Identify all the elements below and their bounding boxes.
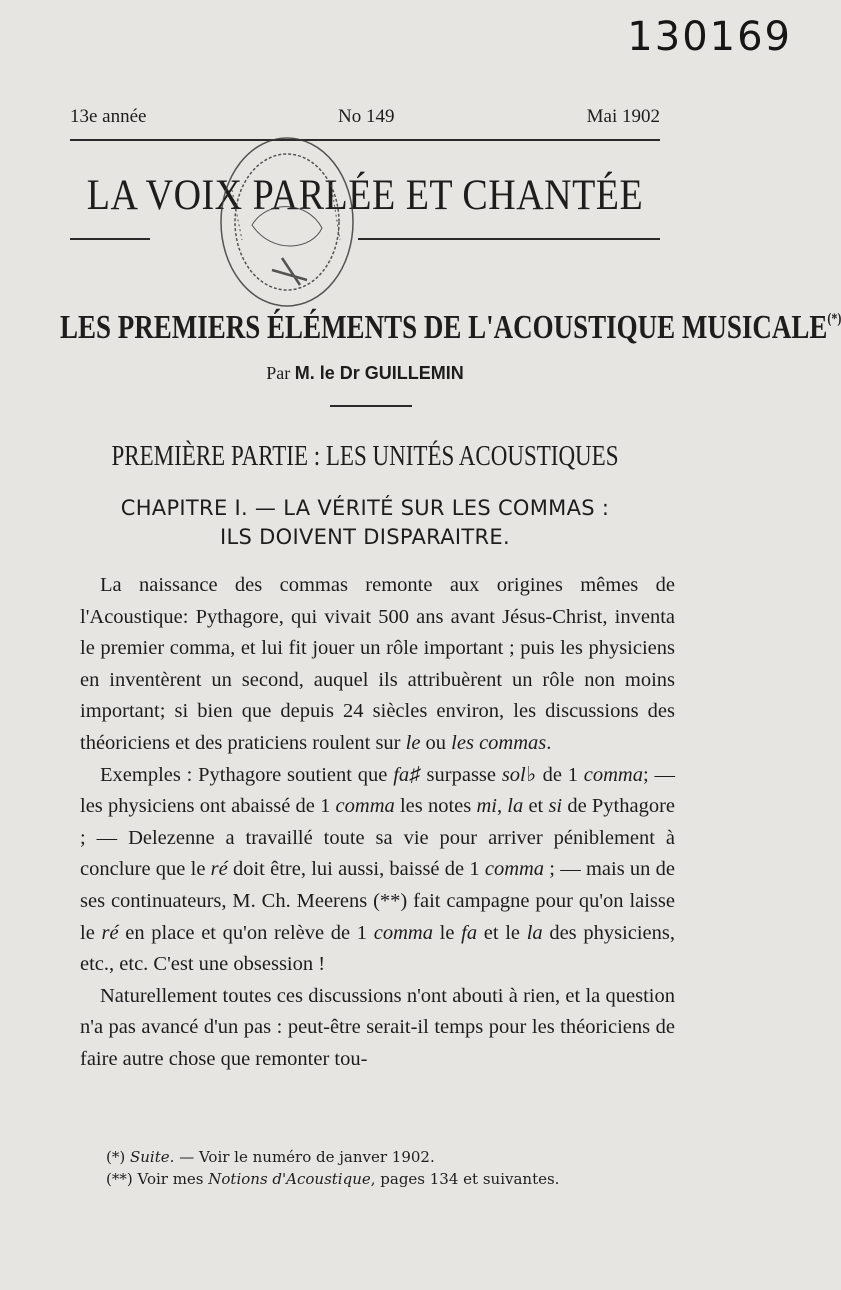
footnote-mark: (**) bbox=[106, 1170, 133, 1188]
text-run: surpasse bbox=[420, 763, 502, 786]
text-run: des physiciens, etc., etc. C'est une obsession ! bbox=[80, 921, 676, 976]
italic-run: les commas bbox=[451, 731, 547, 754]
text-run: . bbox=[546, 731, 552, 754]
journal-title: LA VOIX PARLÉE ET CHANTÉE bbox=[86, 171, 644, 220]
text-run: ou bbox=[420, 731, 452, 754]
italic-run: sol♭ bbox=[501, 763, 537, 786]
byline bbox=[70, 363, 660, 384]
italic-run: la bbox=[526, 921, 543, 944]
footnote-text: , pages 134 et suivantes. bbox=[370, 1170, 560, 1188]
text-run: les notes bbox=[394, 795, 477, 818]
italic-run: comma bbox=[335, 795, 395, 818]
article-title-text: LES PREMIERS ÉLÉMENTS DE L'ACOUSTIQUE MUSICALE bbox=[60, 308, 828, 346]
footnote-mark: (*) bbox=[106, 1148, 126, 1166]
paragraph-3: Naturellement toutes ces discussions n'ont abouti à rien, et la question n'a pas avancé d'un pas : peut-être serait-il temps pour les théoriciens de faire autre chose que remonter tou- bbox=[80, 984, 675, 1070]
italic-run: ré bbox=[101, 921, 119, 944]
italic-run: ré bbox=[210, 858, 228, 881]
text-run: La naissance des commas remonte aux origines mêmes de l'Acoustique: Pythagore, qui vivait 500 ans avant Jésus-Christ, inventa le premier comma, et lui fit jouer un rôle important ; puis les physiciens en inventèrent un second, auquel ils attribuèrent un rôle non moins important; si bien que depuis 24 siècles environ, les discussions des théoriciens et des praticiens roulent sur bbox=[80, 574, 675, 754]
chapter-title-line-1: CHAPITRE I. — LA VÉRITÉ SUR LES COMMAS : bbox=[120, 496, 610, 520]
italic-run: comma bbox=[373, 921, 433, 944]
issue-number: No 149 bbox=[338, 106, 395, 127]
italic-run: comma bbox=[583, 763, 643, 786]
text-run: de Pythagore ; — Delezenne a travaillé toute sa vie pour arriver péniblement à conclure que le bbox=[80, 795, 676, 881]
footnotes bbox=[106, 1146, 666, 1190]
paragraph-1 bbox=[80, 570, 675, 760]
italic-run: comma bbox=[484, 858, 545, 881]
text-run: Exemples : Pythagore soutient que bbox=[100, 763, 394, 786]
footnote-label: Suite. bbox=[130, 1148, 175, 1166]
italic-run: le bbox=[405, 731, 421, 754]
article-title-note: (*) bbox=[827, 309, 841, 327]
italic-run: mi bbox=[476, 795, 497, 818]
author-name: M. le Dr GUILLEMIN bbox=[294, 363, 464, 383]
text-run: , bbox=[496, 795, 508, 818]
italic-run: fa♯ bbox=[393, 763, 421, 786]
footnote-text: — Voir le numéro de janver 1902. bbox=[174, 1148, 435, 1166]
footnote-text: Voir mes bbox=[132, 1170, 209, 1188]
text-run: en place et qu'on relève de 1 bbox=[118, 921, 374, 944]
text-run: doit être, lui aussi, baissé de 1 bbox=[227, 858, 485, 881]
article-title bbox=[60, 308, 841, 347]
part-title: PREMIÈRE PARTIE : LES UNITÉS ACOUSTIQUES bbox=[111, 440, 619, 472]
header-rule bbox=[70, 139, 660, 141]
footnote-2 bbox=[106, 1168, 666, 1190]
article-body bbox=[80, 570, 675, 1076]
title-rule-right bbox=[358, 238, 660, 240]
text-run: le bbox=[432, 921, 462, 944]
text-run: et bbox=[523, 795, 549, 818]
issue-year: 13e année bbox=[70, 106, 147, 127]
italic-run: fa bbox=[461, 921, 478, 944]
paragraph-2 bbox=[80, 760, 675, 981]
title-rule-left bbox=[70, 238, 150, 240]
text-run: ; — les physiciens ont abaissé de 1 bbox=[80, 763, 675, 818]
issue-date: Mai 1902 bbox=[586, 106, 660, 127]
text-run: et le bbox=[477, 921, 527, 944]
library-stamp-icon bbox=[212, 130, 362, 315]
text-run: ; — mais un de ses continuateurs, M. Ch. Meerens (**) fait campagne pour qu'on laisse le bbox=[80, 858, 676, 944]
byline-rule bbox=[330, 405, 412, 407]
chapter-title-line-2: ILS DOIVENT DISPARAITRE. bbox=[220, 525, 510, 549]
catalog-number: 130169 bbox=[627, 14, 792, 60]
italic-run: la bbox=[507, 795, 524, 818]
byline-prefix: Par bbox=[266, 363, 291, 383]
chapter-title bbox=[70, 494, 660, 552]
footnote-book-title: Notions d'Acoustique bbox=[208, 1170, 371, 1188]
italic-run: si bbox=[548, 795, 563, 818]
text-run: de 1 bbox=[536, 763, 584, 786]
footnote-1 bbox=[106, 1146, 666, 1168]
